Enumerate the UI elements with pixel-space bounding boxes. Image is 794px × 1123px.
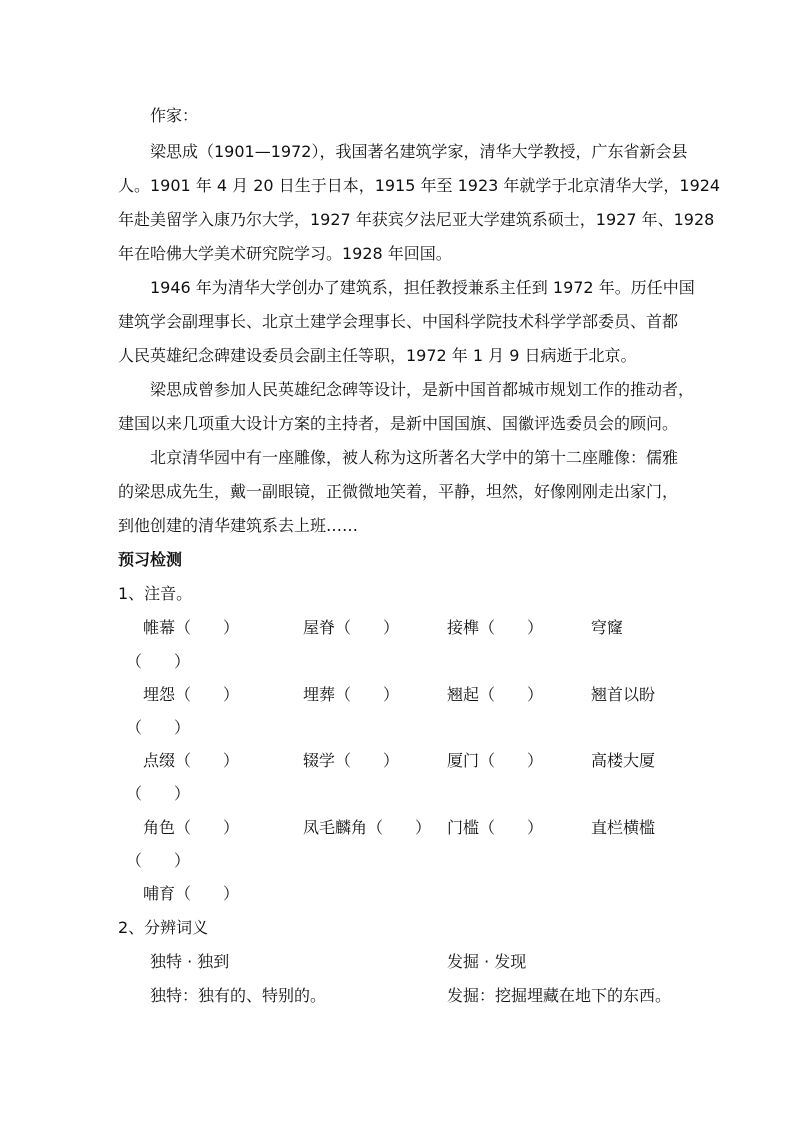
pinyin-item: 辍学（ ）	[303, 751, 400, 770]
pinyin-item: 厦门（ ）	[447, 751, 544, 770]
bio-line: 建筑学会副理事长、北京土建学会理事长、中国科学院技术科学学部委员、首都	[118, 312, 679, 331]
pinyin-item: 翘首以盼	[591, 685, 656, 704]
bio-line: 人。1901 年 4 月 20 日生于日本，1915 年至 1923 年就学于北京清华大学，1924	[118, 176, 721, 195]
pinyin-blank: （ ）	[126, 851, 191, 870]
pinyin-item: 接榫（ ）	[447, 618, 544, 637]
pinyin-item: 直栏横槛	[591, 818, 656, 837]
pinyin-item: 门槛（ ）	[447, 818, 544, 837]
bio-line: 人民英雄纪念碑建设委员会副主任等职，1972 年 1 月 9 日病逝于北京。	[118, 346, 637, 365]
bio-line: 年赴美留学入康乃尔大学，1927 年获宾夕法尼亚大学建筑系硕士，1927 年、1928	[118, 210, 715, 229]
pinyin-item: 高楼大厦	[591, 751, 656, 770]
pinyin-item: 穹窿	[591, 618, 624, 637]
pinyin-blank: （ ）	[126, 784, 191, 803]
section-title: 预习检测	[118, 550, 183, 569]
word-pair: 发掘 · 发现	[447, 952, 527, 971]
word-pair: 独特 · 独到	[150, 952, 230, 971]
bio-line: 梁思成曾参加人民英雄纪念碑等设计，是新中国首都城市规划工作的推动者，	[150, 380, 695, 399]
pinyin-item: 凤毛麟角（ ）	[303, 818, 432, 837]
question-2-title: 2、分辨词义	[118, 918, 209, 937]
bio-line: 梁思成（1901—1972），我国著名建筑学家，清华大学教授，广东省新会县	[150, 142, 688, 161]
pinyin-blank: （ ）	[126, 652, 191, 671]
pinyin-item: 屋脊（ ）	[303, 618, 400, 637]
pinyin-item: 翘起（ ）	[447, 685, 544, 704]
bio-line: 建国以来几项重大设计方案的主持者，是新中国国旗、国徽评选委员会的顾问。	[118, 414, 679, 433]
bio-line: 1946 年为清华大学创办了建筑系，担任教授兼系主任到 1972 年。历任中国	[150, 278, 695, 297]
author-label: 作家：	[150, 106, 199, 125]
bio-line: 年在哈佛大学美术研究院学习。1928 年回国。	[118, 244, 452, 263]
bio-line: 的梁思成先生，戴一副眼镜，正微微地笑着，平静，坦然，好像刚刚走出家门，	[118, 482, 679, 501]
pinyin-item: 埋怨（ ）	[143, 685, 240, 704]
question-1-title: 1、注音。	[118, 584, 193, 603]
word-definition: 发掘：挖掘埋藏在地下的东西。	[447, 986, 672, 1005]
bio-line: 到他创建的清华建筑系去上班……	[118, 516, 359, 535]
pinyin-item: 点缀（ ）	[143, 751, 240, 770]
pinyin-item: 帷幕（ ）	[143, 618, 240, 637]
bio-line: 北京清华园中有一座雕像，被人称为这所著名大学中的第十二座雕像：儒雅	[150, 448, 679, 467]
pinyin-item: 埋葬（ ）	[303, 685, 400, 704]
pinyin-blank: （ ）	[126, 718, 191, 737]
pinyin-item: 角色（ ）	[143, 818, 240, 837]
pinyin-item: 哺育（ ）	[143, 884, 240, 903]
word-definition: 独特：独有的、特别的。	[150, 986, 327, 1005]
